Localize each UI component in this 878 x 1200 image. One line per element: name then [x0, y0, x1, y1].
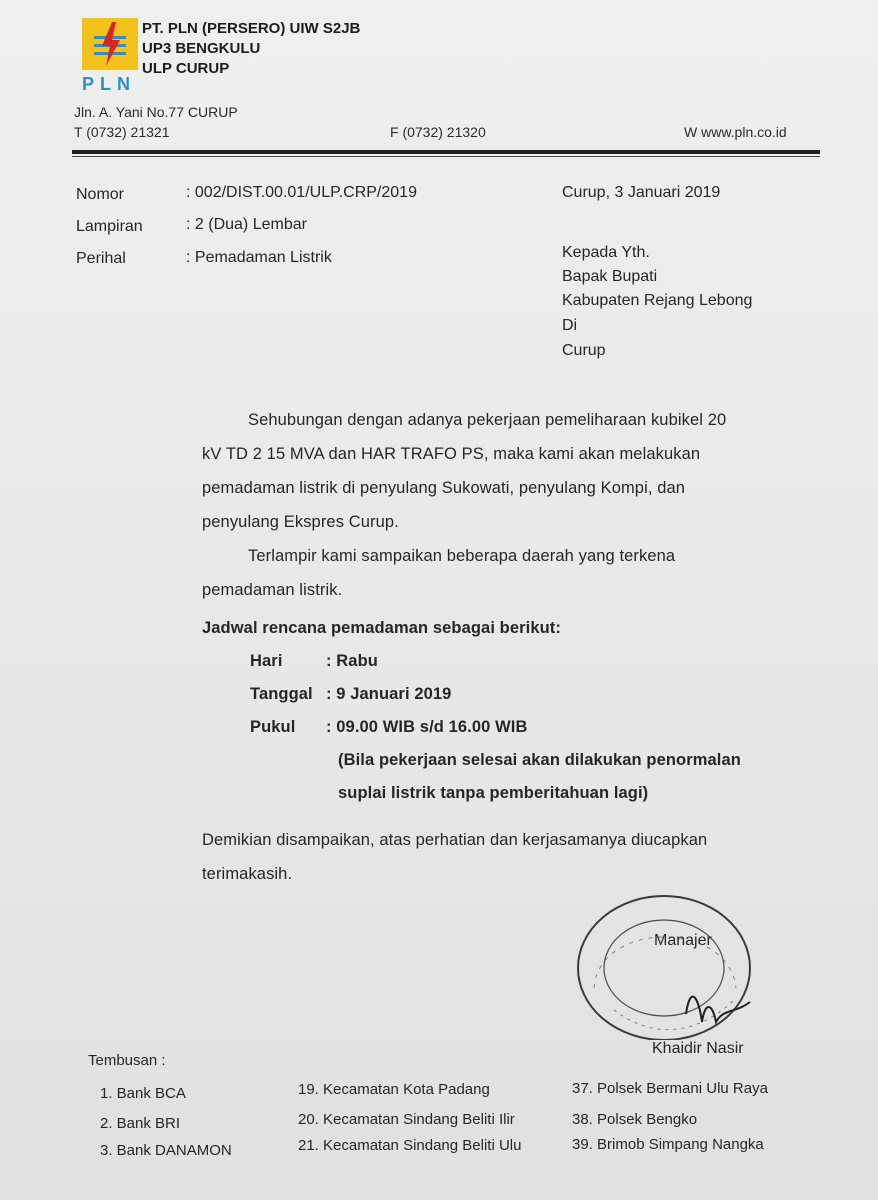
- body-line: Sehubungan dengan adanya pekerjaan pemeliharaan kubikel 20: [248, 411, 727, 429]
- recipient-line: Kabupaten Rejang Lebong: [562, 292, 753, 309]
- note-line: suplai listrik tanpa pemberitahuan lagi): [338, 784, 649, 802]
- closing-line: Demikian disampaikan, atas perhatian dan kerjasamanya diucapkan: [202, 831, 708, 849]
- tembusan-label: Tembusan :: [88, 1052, 166, 1069]
- lightning-logo-icon: [82, 18, 138, 70]
- nomor-value: : 002/DIST.00.01/ULP.CRP/2019: [186, 184, 417, 201]
- schedule-title: Jadwal rencana pemadaman sebagai berikut:: [202, 619, 561, 637]
- cc-item: 39. Brimob Simpang Nangka: [572, 1136, 764, 1153]
- lampiran-value: : 2 (Dua) Lembar: [186, 216, 307, 233]
- phone-number: T (0732) 21321: [74, 124, 170, 140]
- fax-number: F (0732) 21320: [390, 124, 486, 140]
- cc-item: 3. Bank DANAMON: [100, 1142, 232, 1159]
- header-rule-thin: [72, 156, 820, 157]
- recipient-line: Curup: [562, 342, 606, 359]
- company-stamp: [574, 890, 754, 1040]
- company-address: Jln. A. Yani No.77 CURUP: [74, 104, 238, 120]
- cc-item: 19. Kecamatan Kota Padang: [298, 1081, 490, 1098]
- website: W www.pln.co.id: [684, 124, 787, 140]
- body-line: pemadaman listrik di penyulang Sukowati, penyulang Kompi, dan: [202, 479, 686, 497]
- note-line: (Bila pekerjaan selesai akan dilakukan penormalan: [338, 751, 741, 769]
- letter-date: Curup, 3 Januari 2019: [562, 184, 721, 201]
- cc-item: 20. Kecamatan Sindang Beliti Ilir: [298, 1111, 515, 1128]
- sub-unit-name: ULP CURUP: [142, 60, 230, 77]
- body-line: pemadaman listrik.: [202, 581, 343, 599]
- cc-item: 38. Polsek Bengko: [572, 1111, 698, 1128]
- nomor-label: Nomor: [76, 186, 125, 203]
- pukul-value: : 09.00 WIB s/d 16.00 WIB: [326, 718, 528, 736]
- cc-item: 21. Kecamatan Sindang Beliti Ulu: [298, 1137, 522, 1154]
- body-line: kV TD 2 15 MVA dan HAR TRAFO PS, maka kami akan melakukan: [202, 445, 701, 463]
- signatory-name: Khaidir Nasir: [652, 1040, 744, 1057]
- pukul-label: Pukul: [250, 718, 296, 736]
- header-rule: [72, 150, 820, 154]
- perihal-label: Perihal: [76, 250, 126, 267]
- body-line: penyulang Ekspres Curup.: [202, 513, 399, 531]
- lampiran-label: Lampiran: [76, 218, 143, 235]
- signatory-title: Manajer: [654, 932, 712, 949]
- recipient-line: Di: [562, 317, 578, 334]
- cc-item: 1. Bank BCA: [100, 1085, 186, 1102]
- tanggal-value: : 9 Januari 2019: [326, 685, 452, 703]
- pln-logo: [82, 18, 138, 70]
- hari-value: : Rabu: [326, 652, 378, 670]
- tanggal-label: Tanggal: [250, 685, 313, 703]
- cc-item: 37. Polsek Bermani Ulu Raya: [572, 1080, 768, 1097]
- hari-label: Hari: [250, 652, 283, 670]
- recipient-line: Bapak Bupati: [562, 268, 658, 285]
- unit-name: UP3 BENGKULU: [142, 40, 261, 57]
- perihal-value: : Pemadaman Listrik: [186, 249, 332, 266]
- cc-item: 2. Bank BRI: [100, 1115, 181, 1132]
- recipient-line: Kepada Yth.: [562, 244, 650, 261]
- body-line: Terlampir kami sampaikan beberapa daerah yang terkena: [248, 547, 676, 565]
- company-name: PT. PLN (PERSERO) UIW S2JB: [142, 20, 361, 37]
- logo-text: PLN: [82, 74, 136, 94]
- closing-line: terimakasih.: [202, 865, 293, 883]
